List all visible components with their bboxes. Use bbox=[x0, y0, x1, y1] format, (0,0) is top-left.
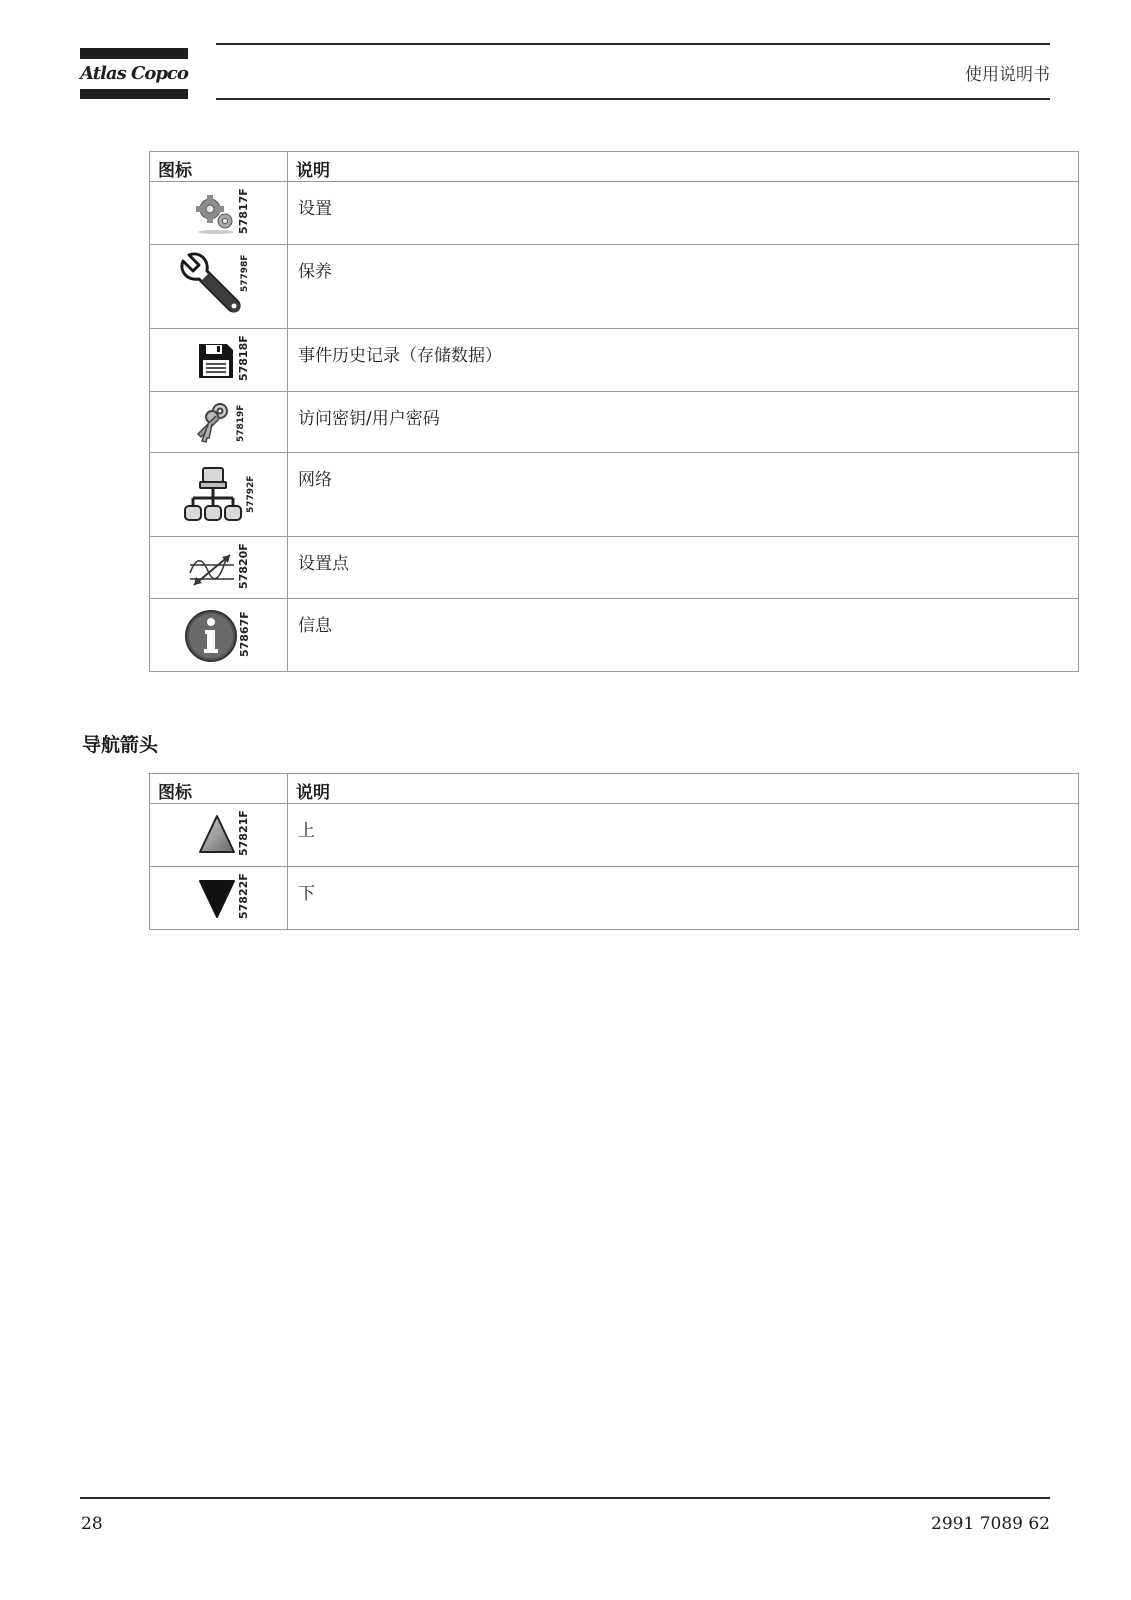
setpoint-icon bbox=[188, 549, 236, 589]
table-header-row bbox=[150, 152, 1079, 182]
footer-rule bbox=[80, 1497, 1050, 1499]
logo-text: Atlas Copco bbox=[80, 63, 188, 84]
image-code: 57867F bbox=[238, 611, 251, 657]
icon-cell bbox=[150, 867, 288, 930]
row-description: 信息 bbox=[288, 599, 1079, 672]
col-header-desc: 说明 bbox=[288, 152, 1079, 182]
icon-cell bbox=[150, 537, 288, 599]
image-code: 57798F bbox=[240, 254, 250, 292]
image-code: 57792F bbox=[246, 475, 256, 513]
nav-arrow-table bbox=[149, 773, 1079, 930]
col-header-desc: 说明 bbox=[288, 774, 1079, 804]
row-description: 上 bbox=[288, 804, 1079, 867]
icon-cell bbox=[150, 245, 288, 329]
arrow-down-icon bbox=[198, 879, 236, 919]
section-heading: 导航箭头 bbox=[82, 734, 159, 756]
document-number: 2991 7089 62 bbox=[931, 1514, 1050, 1534]
page-number: 28 bbox=[81, 1514, 103, 1534]
table-row bbox=[150, 453, 1079, 537]
header-rule-bottom bbox=[216, 98, 1050, 100]
atlas-copco-logo bbox=[80, 48, 188, 100]
arrow-up-icon bbox=[198, 814, 236, 854]
table-header-row bbox=[150, 774, 1079, 804]
table-row bbox=[150, 599, 1079, 672]
table-row bbox=[150, 329, 1079, 392]
row-description: 保养 bbox=[288, 245, 1079, 329]
table-row bbox=[150, 182, 1079, 245]
network-icon bbox=[183, 466, 243, 526]
header-rule-top bbox=[216, 43, 1050, 45]
row-description: 下 bbox=[288, 867, 1079, 930]
image-code: 57822F bbox=[237, 873, 250, 919]
icon-table bbox=[149, 151, 1079, 672]
row-description: 设置 bbox=[288, 182, 1079, 245]
icon-cell bbox=[150, 599, 288, 672]
row-description: 设置点 bbox=[288, 537, 1079, 599]
logo-bar-bottom bbox=[80, 89, 188, 99]
wrench-icon bbox=[177, 251, 247, 321]
keys-icon bbox=[190, 401, 234, 445]
table-row bbox=[150, 392, 1079, 453]
image-code: 57818F bbox=[237, 335, 250, 381]
icon-cell bbox=[150, 453, 288, 537]
icon-cell bbox=[150, 804, 288, 867]
floppy-disk-icon bbox=[198, 343, 234, 379]
table-row bbox=[150, 537, 1079, 599]
row-description: 网络 bbox=[288, 453, 1079, 537]
table-row bbox=[150, 804, 1079, 867]
col-header-icon: 图标 bbox=[150, 774, 288, 804]
row-description: 访问密钥/用户密码 bbox=[288, 392, 1079, 453]
image-code: 57821F bbox=[237, 810, 250, 856]
doc-title: 使用说明书 bbox=[965, 65, 1050, 85]
image-code: 57820F bbox=[237, 543, 250, 589]
image-code: 57817F bbox=[237, 188, 250, 234]
icon-cell bbox=[150, 392, 288, 453]
image-code: 57819F bbox=[236, 404, 246, 442]
table-row bbox=[150, 867, 1079, 930]
gears-icon bbox=[194, 191, 238, 235]
icon-cell bbox=[150, 182, 288, 245]
table-row bbox=[150, 245, 1079, 329]
row-description: 事件历史记录（存储数据） bbox=[288, 329, 1079, 392]
logo-bar-top bbox=[80, 48, 188, 59]
info-icon bbox=[184, 609, 238, 663]
col-header-icon: 图标 bbox=[150, 152, 288, 182]
icon-cell bbox=[150, 329, 288, 392]
